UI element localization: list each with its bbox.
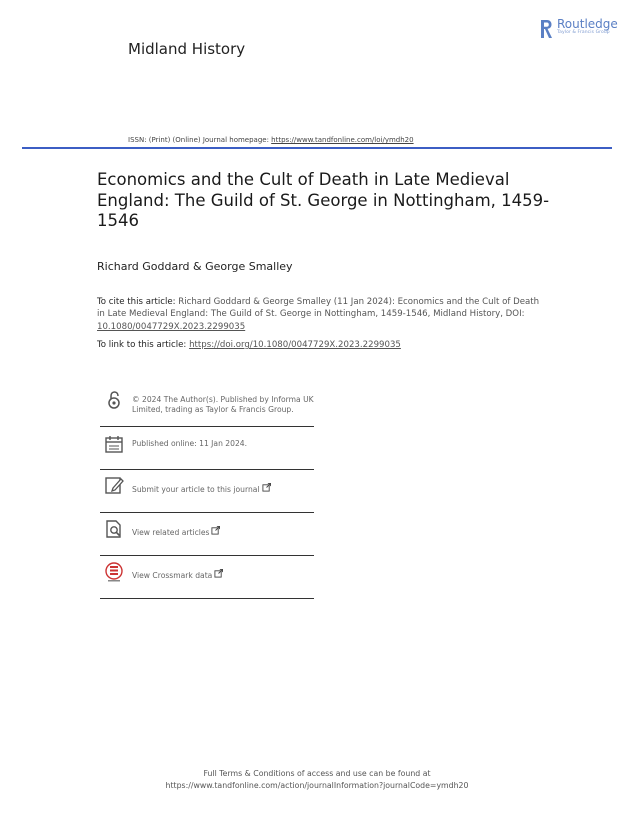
article-doi-link[interactable]: https://doi.org/10.1080/0047729X.2023.2299035	[189, 340, 401, 350]
divider	[100, 469, 314, 470]
external-link-icon	[211, 526, 220, 535]
journal-title: Midland History	[128, 40, 246, 58]
journal-homepage-link[interactable]: https://www.tandfonline.com/loi/ymdh20	[271, 136, 414, 144]
open-access-icon	[104, 390, 124, 410]
crossmark-icon	[104, 562, 124, 582]
footer-terms-link[interactable]: https://www.tandfonline.com/action/journalInformation?journalCode=ymdh20	[165, 780, 469, 790]
license-info	[100, 388, 314, 428]
divider	[100, 555, 314, 556]
crossmark-link[interactable]	[100, 561, 314, 601]
divider	[100, 426, 314, 427]
edit-icon	[104, 475, 124, 495]
publisher-logo[interactable]	[538, 18, 618, 40]
citation-label: To cite this article:	[97, 297, 176, 307]
published-date: Published online: 11 Jan 2024.	[132, 439, 248, 448]
publisher-name: Routledge	[557, 17, 618, 31]
citation-text: Richard Goddard & George Smalley (11 Jan 2024): Economics and the Cult of Death in Late Medieval England: The Guild of St. George in Nottingham, 1459-1546, Midland History, DOI:	[97, 297, 540, 320]
footer-terms: Full Terms & Conditions of access and use can be found at	[203, 769, 431, 778]
crossmark-text: View Crossmark data	[132, 571, 213, 580]
related-articles-link[interactable]	[100, 518, 314, 558]
article-authors: Richard Goddard & George Smalley	[97, 260, 293, 273]
calendar-icon	[104, 434, 124, 454]
issn-text: ISSN: (Print) (Online) Journal homepage:	[128, 136, 272, 144]
link-label: To link to this article:	[97, 340, 190, 350]
submit-article-link[interactable]	[100, 475, 314, 515]
related-articles-icon	[104, 519, 124, 539]
issn-line	[128, 136, 414, 144]
routledge-r-icon	[538, 18, 554, 40]
external-link-icon	[262, 483, 271, 492]
divider	[100, 598, 314, 599]
footer	[0, 768, 634, 791]
citation	[97, 296, 542, 333]
submit-text: Submit your article to this journal	[132, 485, 260, 494]
external-link-icon	[214, 569, 223, 578]
header-divider	[22, 147, 612, 149]
license-text: © 2024 The Author(s). Published by Informa UK Limited, trading as Taylor & Francis Group.	[132, 395, 314, 414]
published-info	[100, 432, 314, 472]
divider	[100, 512, 314, 513]
publisher-tagline: Taylor & Francis Group	[557, 30, 610, 35]
article-title: Economics and the Cult of Death in Late Medieval England: The Guild of St. George in Nottingham, 1459-1546	[97, 170, 550, 230]
citation-doi-link[interactable]: 10.1080/0047729X.2023.2299035	[97, 321, 246, 332]
related-text: View related articles	[132, 528, 210, 537]
article-link	[97, 340, 401, 350]
